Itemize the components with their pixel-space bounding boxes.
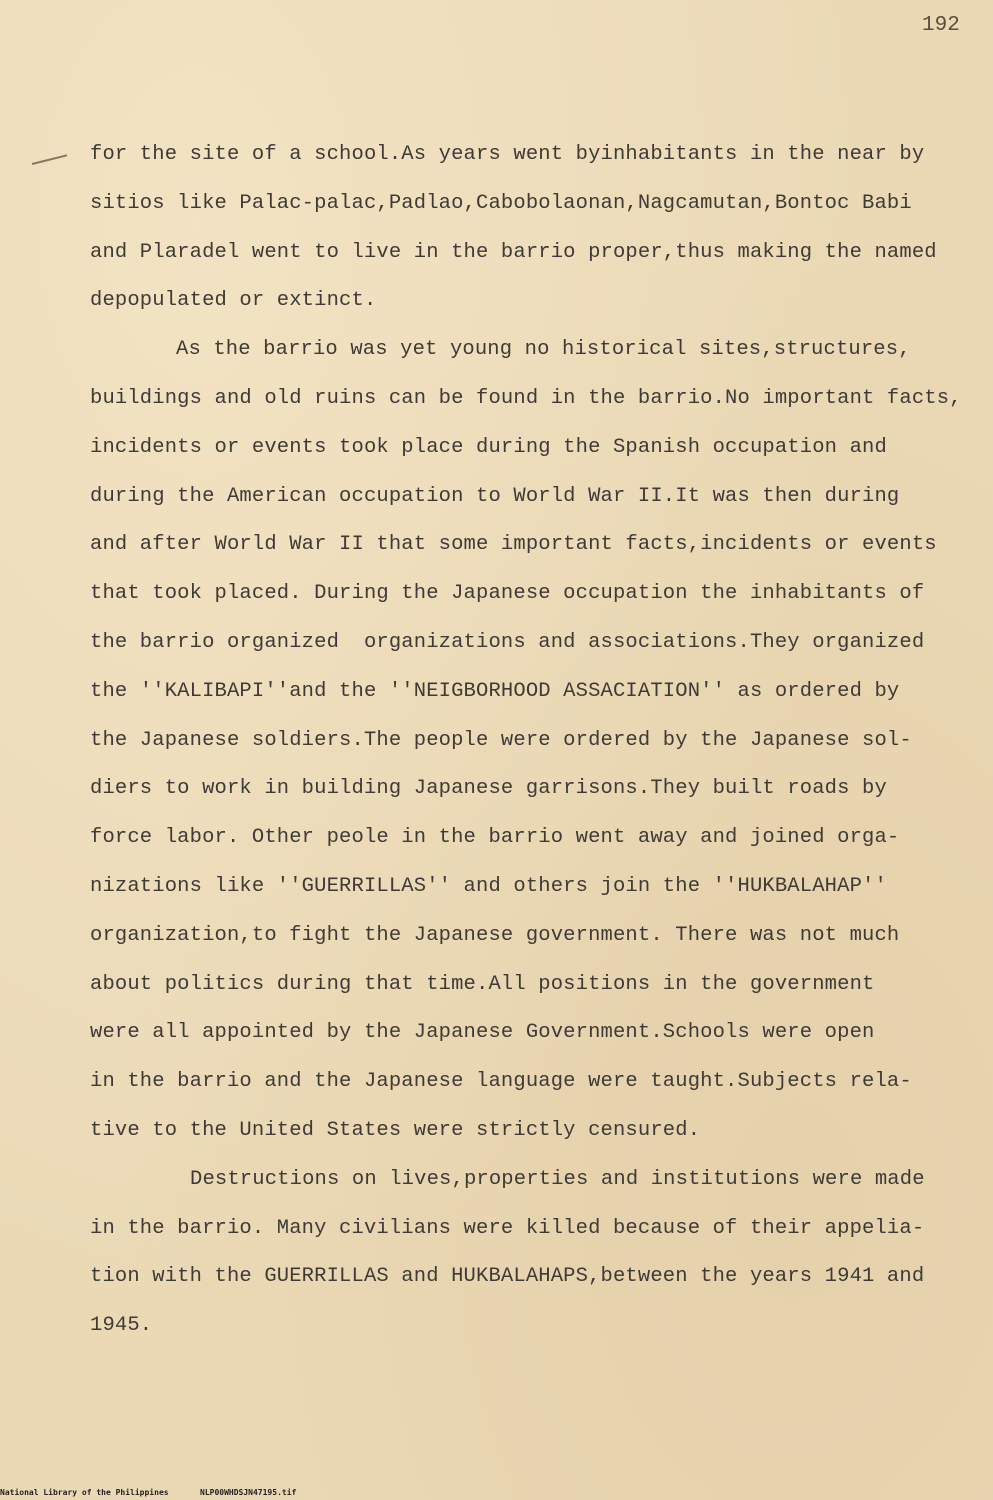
page-number: 192 — [922, 14, 960, 37]
text-line: depopulated or extinct. — [90, 289, 377, 313]
text-line: and after World War II that some important facts,incidents or events — [90, 533, 937, 557]
text-line: incidents or events took place during the Spanish occupation and — [90, 435, 887, 459]
text-line: that took placed. During the Japanese occupation the inhabitants of — [90, 582, 925, 606]
footer-institution: National Library of the Philippines — [0, 1488, 169, 1497]
text-line: tion with the GUERRILLAS and HUKBALAHAPS,between the years 1941 and — [90, 1265, 925, 1289]
body-text — [90, 141, 960, 1361]
text-line: nizations like ''GUERRILLAS'' and others join the ''HUKBALAHAP'' — [90, 874, 887, 898]
text-line: force labor. Other peole in the barrio went away and joined orga- — [90, 826, 900, 850]
text-line: were all appointed by the Japanese Government.Schools were open — [90, 1021, 875, 1045]
text-line: in the barrio and the Japanese language were taught.Subjects rela- — [90, 1070, 912, 1094]
text-line: tive to the United States were strictly censured. — [90, 1118, 701, 1142]
paragraph-start-line: As the barrio was yet young no historical sites,structures, — [176, 338, 911, 362]
text-line: about politics during that time.All positions in the government — [90, 972, 875, 996]
footer-filename: NLP00WHDSJN47195.tif — [200, 1488, 297, 1497]
text-line: the Japanese soldiers.The people were ordered by the Japanese sol- — [90, 728, 912, 752]
paragraph-start-line: Destructions on lives,properties and institutions were made — [190, 1167, 925, 1191]
text-line: during the American occupation to World War II.It was then during — [90, 484, 900, 508]
text-line: and Plaradel went to live in the barrio proper,thus making the named — [90, 240, 937, 264]
text-line: diers to work in building Japanese garrisons.They built roads by — [90, 777, 887, 801]
text-line: 1945. — [90, 1314, 153, 1338]
text-line: organization,to fight the Japanese government. There was not much — [90, 923, 900, 947]
text-line: sitios like Palac-palac,Padlao,Cabobolaonan,Nagcamutan,Bontoc Babi — [90, 191, 912, 215]
text-line: the ''KALIBAPI''and the ''NEIGBORHOOD ASSACIATION'' as ordered by — [90, 679, 900, 703]
margin-mark — [32, 154, 67, 165]
text-line: for the site of a school.As years went byinhabitants in the near by — [90, 143, 925, 166]
text-line: the barrio organized organizations and associations.They organized — [90, 630, 925, 654]
text-line: in the barrio. Many civilians were killed because of their appelia- — [90, 1216, 925, 1240]
text-line: buildings and old ruins can be found in the barrio.No important facts, — [90, 386, 962, 410]
